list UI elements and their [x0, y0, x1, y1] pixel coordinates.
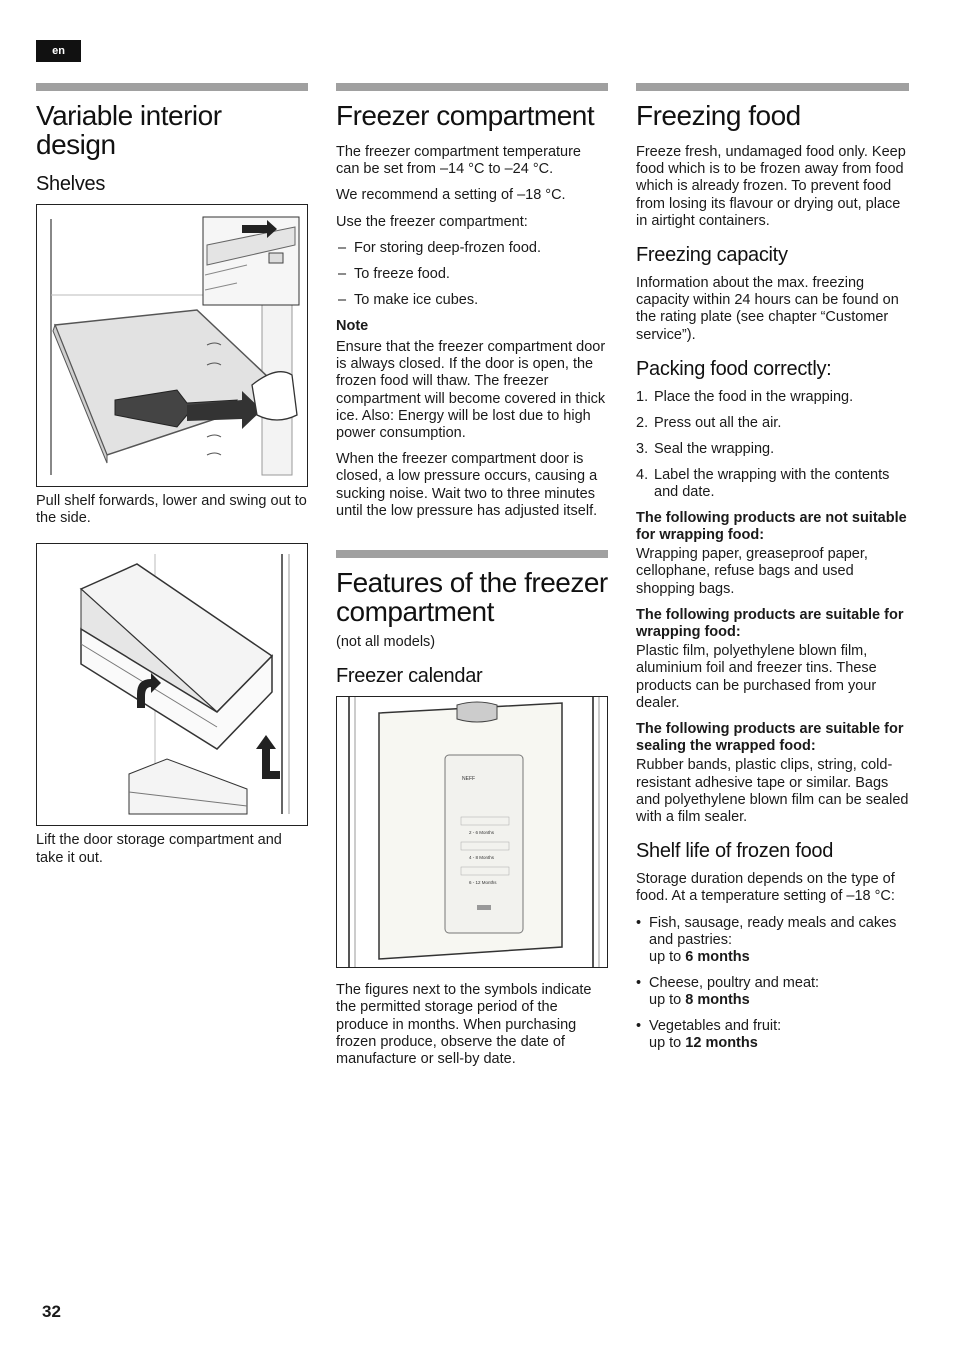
packing-heading: Packing food correctly:: [636, 357, 832, 380]
suitable-heading: The following products are suitable for wrapping food:: [636, 606, 904, 641]
section-rule: [336, 550, 608, 558]
list-item: – For storing deep-frozen food.: [336, 240, 608, 257]
calendar-label: 4 - 8 Months: [469, 855, 495, 861]
section-title-freezing-food: Freezing food: [636, 100, 801, 131]
column-freezer-compartment: [336, 83, 608, 1084]
shelves-heading: Shelves: [36, 173, 106, 195]
freezer-calendar-heading: Freezer calendar: [336, 665, 483, 688]
section-rule: [636, 83, 909, 91]
sealing-heading: The following products are suitable for sealing the wrapped food:: [636, 721, 904, 755]
usage-list: [336, 240, 608, 309]
list-item: 2. Press out all the air.: [636, 414, 782, 431]
shelf-life-text: Storage duration depends on the type of food. At a temperature setting of –18 °C:: [636, 871, 895, 905]
freezer-calendar-illustration: [336, 696, 608, 968]
section-rule: [36, 83, 308, 91]
not-suitable-heading: The following products are not suitable for wrapping food:: [636, 509, 907, 544]
page-number: 32: [42, 1302, 61, 1321]
list-item: 3. Seal the wrapping.: [636, 440, 775, 457]
shelf-illustration: [36, 204, 308, 487]
door-storage-illustration: [36, 543, 308, 826]
recommended-setting-text: We recommend a setting of –18 °C.: [336, 187, 566, 204]
list-item: 1. Place the food in the wrapping.: [636, 388, 854, 405]
section-title-variable-interior: Variable interior design: [36, 100, 222, 160]
packing-steps: [636, 389, 909, 501]
shelf-caption: Pull shelf forwards, lower and swing out to the side.: [36, 493, 307, 527]
list-item: • Fish, sausage, ready meals and cakes and pastries: up to 6 months: [636, 915, 909, 966]
shelf-life-list: [636, 915, 909, 1052]
column-variable-interior: [36, 83, 308, 883]
shelf-life-heading: Shelf life of frozen food: [636, 840, 834, 863]
freezing-intro: Freeze fresh, undamaged food only. Keep food which is to be frozen away from food which is already frozen. To prevent food from losing its flavour or drying out, place in airtight containers.: [636, 144, 906, 229]
freezing-capacity-heading: Freezing capacity: [636, 244, 788, 267]
section-rule: [336, 83, 608, 91]
svg-text:NEFF: NEFF: [462, 776, 476, 783]
freezing-capacity-text: Information about the max. freezing capacity within 24 hours can be found on the rating plate (see chapter “Customer service”).: [636, 275, 899, 343]
not-suitable-text: Wrapping paper, greaseproof paper, cellophane, refuse bags and used shopping bags.: [636, 546, 868, 597]
calendar-label: 2 - 6 Months: [469, 830, 495, 836]
calendar-caption: The figures next to the symbols indicate the permitted storage period of the produce in months. When purchasing frozen produce, observe the date of manufacture or sell-by date.: [336, 982, 592, 1068]
features-note: (not all models): [336, 634, 436, 651]
list-item: • Vegetables and fruit: up to 12 months: [636, 1018, 909, 1052]
section-title-freezer-compartment: Freezer compartment: [336, 100, 595, 131]
section-title-features: Features of the freezer compartment: [336, 567, 608, 628]
language-tag: en: [36, 40, 81, 62]
door-storage-caption: Lift the door storage compartment and take it out.: [36, 832, 282, 866]
note-label: Note: [336, 317, 369, 334]
note-text: Ensure that the freezer compartment door is always closed. If the door is open, the frozen food will thaw. The freezer compartment will become covered in thick ice. Also: Energy will be lost due to high power consumption.: [336, 339, 606, 442]
temperature-range-text: The freezer compartment temperature can be set from –14 °C to –24 °C.: [336, 144, 581, 178]
usage-intro-text: Use the freezer compartment:: [336, 213, 528, 230]
sealing-text: Rubber bands, plastic clips, string, cold-resistant adhesive tape or similar. Bags and polyethylene blown film can be sealed with a film sealer.: [636, 757, 909, 826]
list-item: – To make ice cubes.: [336, 292, 608, 309]
list-item: • Cheese, poultry and meat: up to 8 months: [636, 975, 909, 1009]
list-item: – To freeze food.: [336, 266, 608, 283]
calendar-label: 6 - 12 Months: [469, 880, 497, 886]
suitable-text: Plastic film, polyethylene blown film, aluminium foil and freezer tins. These products can be purchased from your dealer.: [636, 643, 877, 711]
list-item: 4. Label the wrapping with the contents and date.: [636, 466, 890, 500]
low-pressure-text: When the freezer compartment door is closed, a low pressure occurs, causing a sucking noise. Wait two to three minutes until the low pressure has adjusted itself.: [336, 451, 598, 519]
column-freezing-food: [636, 83, 909, 1061]
